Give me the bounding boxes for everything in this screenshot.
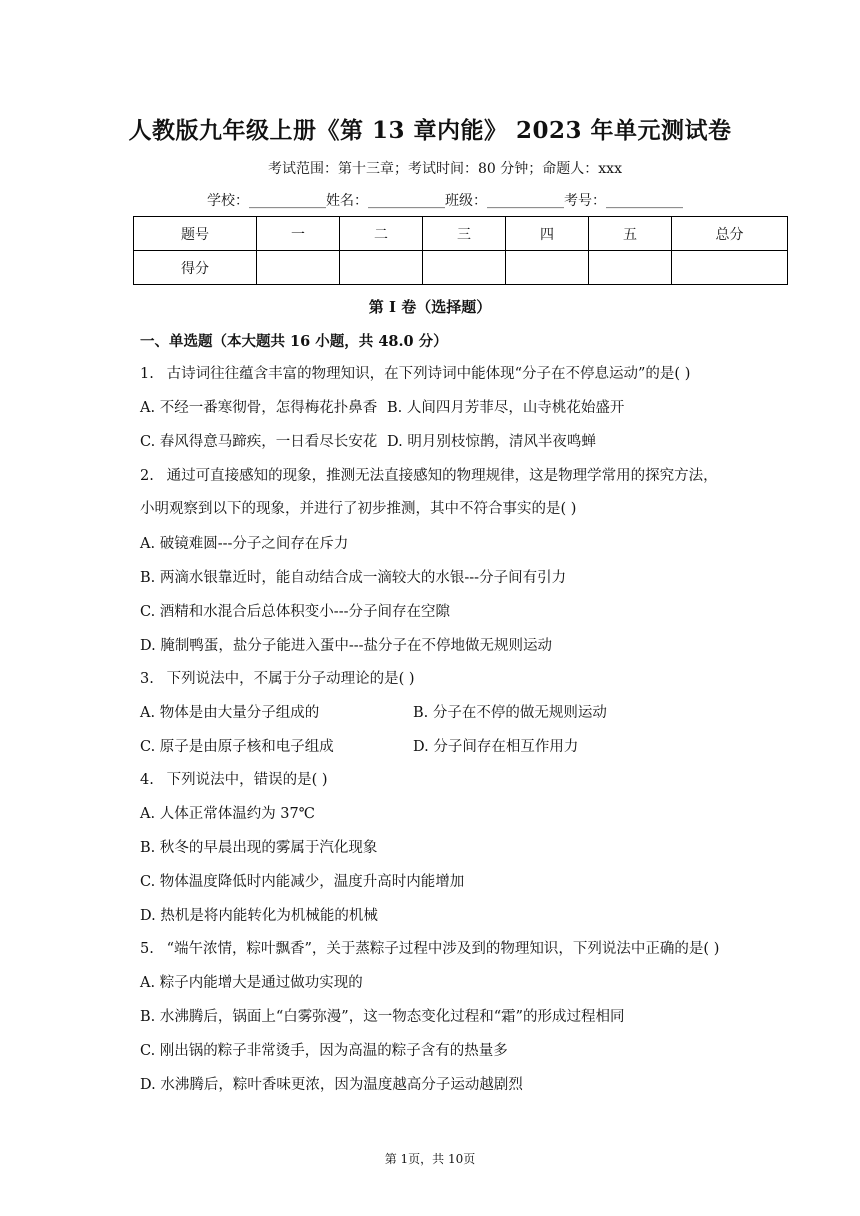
- question-4-option-d: D. 热机是将内能转化为机械能的机械: [140, 908, 378, 924]
- score-header-cell: 题号: [134, 217, 257, 251]
- question-3-option-a: A. 物体是由大量分子组成的: [140, 705, 320, 721]
- question-2-option-a: A. 破镜难圆---分子之间存在斥力: [140, 536, 349, 552]
- question-2-option-d: D. 腌制鸭蛋，盐分子能进入蛋中---盐分子在不停地做无规则运动: [140, 638, 553, 654]
- student-info-line: 学校：___________姓名：___________班级：___________考号：___________: [207, 193, 683, 209]
- score-header-cell: 四: [506, 217, 589, 251]
- score-cell: [506, 251, 589, 285]
- question-text: 下列说法中，不属于分子动理论的是( ): [166, 671, 415, 687]
- score-header-cell: 五: [589, 217, 672, 251]
- question-3-option-c: C. 原子是由原子核和电子组成: [140, 739, 334, 755]
- score-cell: [672, 251, 788, 285]
- question-text: 古诗词往往蕴含丰富的物理知识，在下列诗词中能体现“分子在不停息运动”的是( ): [166, 366, 691, 382]
- part-heading: 一、单选题（本大题共 16 小题，共 48.0 分）: [140, 333, 448, 350]
- score-header-cell: 二: [340, 217, 423, 251]
- question-2-stem: [140, 464, 718, 485]
- question-1-stem: [140, 362, 690, 383]
- score-table: [133, 216, 788, 285]
- question-text: 下列说法中，错误的是( ): [166, 772, 328, 788]
- question-5-option-c: C. 刚出锅的粽子非常烫手，因为高温的粽子含有的热量多: [140, 1043, 508, 1059]
- score-cell: [257, 251, 340, 285]
- question-1-option-c: C. 春风得意马蹄疾，一日看尽长安花: [140, 434, 378, 450]
- score-row-label: 得分: [134, 251, 257, 285]
- score-table-header-row: [134, 217, 788, 251]
- question-number: 2.: [140, 468, 154, 484]
- question-3-option-b: B. 分子在不停的做无规则运动: [413, 705, 607, 721]
- question-1-option-a: A. 不经一番寒彻骨，怎得梅花扑鼻香: [140, 400, 378, 416]
- question-4-stem: [140, 768, 328, 789]
- question-text: 通过可直接感知的现象，推测无法直接感知的物理规律，这是物理学常用的探究方法，: [166, 468, 718, 484]
- question-5-option-d: D. 水沸腾后，粽叶香味更浓，因为温度越高分子运动越剧烈: [140, 1077, 523, 1093]
- score-cell: [340, 251, 423, 285]
- question-2-stem-continued: 小明观察到以下的现象，并进行了初步推测，其中不符合事实的是( ): [140, 501, 577, 517]
- question-number: 1.: [140, 366, 154, 382]
- score-table-score-row: [134, 251, 788, 285]
- question-4-option-a: A. 人体正常体温约为 37℃: [140, 806, 315, 822]
- question-3-option-d: D. 分子间存在相互作用力: [413, 739, 579, 755]
- exam-info: 考试范围：第十三章；考试时间：80 分钟；命题人：xxx: [268, 161, 622, 177]
- exam-title: 人教版九年级上册《第 13 章内能》 2023 年单元测试卷: [128, 117, 732, 144]
- question-text: “端午浓情，粽叶飘香”，关于蒸粽子过程中涉及到的物理知识，下列说法中正确的是( ): [166, 941, 720, 957]
- section-title: 第 I 卷（选择题）: [368, 298, 492, 316]
- score-header-cell: 总分: [672, 217, 788, 251]
- question-1-option-d: D. 明月别枝惊鹊，清风半夜鸣蝉: [387, 434, 596, 450]
- score-header-cell: 三: [423, 217, 506, 251]
- question-1-option-b: B. 人间四月芳菲尽，山寺桃花始盛开: [387, 400, 625, 416]
- question-4-option-b: B. 秋冬的早晨出现的雾属于汽化现象: [140, 840, 378, 856]
- question-2-option-c: C. 酒精和水混合后总体积变小---分子间存在空隙: [140, 604, 450, 620]
- page-footer: 第 1页，共 10页: [384, 1152, 476, 1166]
- question-5-option-b: B. 水沸腾后，锅面上“白雾弥漫”，这一物态变化过程和“霜”的形成过程相同: [140, 1009, 625, 1025]
- question-2-option-b: B. 两滴水银靠近时，能自动结合成一滴较大的水银---分子间有引力: [140, 570, 567, 586]
- question-5-option-a: A. 粽子内能增大是通过做功实现的: [140, 975, 363, 991]
- question-number: 4.: [140, 772, 154, 788]
- question-5-stem: [140, 937, 719, 958]
- score-cell: [423, 251, 506, 285]
- question-number: 3.: [140, 671, 154, 687]
- question-3-stem: [140, 667, 415, 688]
- score-header-cell: 一: [257, 217, 340, 251]
- question-number: 5.: [140, 941, 154, 957]
- question-4-option-c: C. 物体温度降低时内能减少，温度升高时内能增加: [140, 874, 465, 890]
- score-cell: [589, 251, 672, 285]
